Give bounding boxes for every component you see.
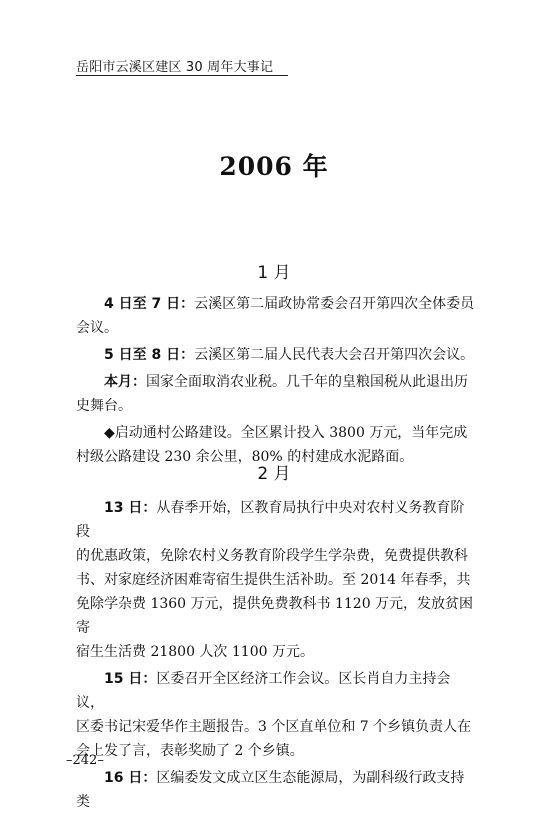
entry-feb-13 [76, 496, 476, 544]
entry-text: 村级公路建设 230 余公里，80% 的村建成水泥路面。 [76, 449, 414, 465]
entry-date: 15 日： [104, 671, 157, 687]
entry-continuation [76, 544, 476, 568]
entry-date: 5 日至 8 日： [104, 347, 195, 363]
entry-text: 云溪区第二届政协常委会召开第四次全体委员 [194, 296, 475, 312]
entry-text: 的优惠政策，免除农村义务教育阶段学生学杂费，免费提供教科 [76, 548, 468, 564]
entry-date: 13 日： [104, 500, 157, 516]
entry-jan-4-7 [76, 292, 476, 316]
header-rule [76, 75, 288, 76]
entry-text: 云溪区第二届人民代表大会召开第四次会议。 [194, 347, 475, 363]
entry-feb-15 [76, 667, 476, 715]
entry-text: 免除学杂费 1360 万元，提供免费教科书 1120 万元，发放贫困寄 [76, 596, 474, 636]
entry-text: ◆启动通村公路建设。全区累计投入 3800 万元，当年完成 [104, 425, 468, 441]
entry-jan-5-8 [76, 343, 476, 367]
entry-jan-roads [76, 421, 476, 445]
entry-date: 本月： [104, 374, 146, 390]
entry-text: 区委召开全区经济工作会议。区长肖自力主持会议， [76, 671, 451, 711]
year-title: 2006 年 [219, 152, 329, 181]
running-head: 岳阳市云溪区建区 30 周年大事记 [76, 60, 274, 75]
entry-continuation [76, 715, 476, 739]
entry-feb-16 [76, 766, 476, 814]
entry-continuation [76, 592, 476, 640]
entry-text: 史舞台。 [76, 398, 132, 414]
month-heading-january: 1 月 [257, 263, 291, 283]
entry-text: 区编委发文成立区生态能源局，为副科级行政支持类 [76, 770, 465, 810]
entry-text: 从春季开始，区教育局执行中央对农村义务教育阶段 [76, 500, 465, 540]
entry-continuation [76, 640, 476, 664]
entry-date: 4 日至 7 日： [104, 296, 195, 312]
entry-text: 会上发了言，表彰奖励了 2 个乡镇。 [76, 743, 304, 759]
january-entries [76, 292, 476, 469]
entry-continuation [76, 394, 476, 418]
entry-text: 会议。 [76, 320, 118, 336]
entry-jan-month [76, 370, 476, 394]
page-number: –242– [66, 753, 104, 768]
entry-text: 区委书记宋爱华作主题报告。3 个区直单位和 7 个乡镇负责人在 [76, 719, 472, 735]
entry-text: 书、对家庭经济困难寄宿生提供生活补助。至 2014 年春季，共 [76, 572, 471, 588]
entry-text: 宿生生活费 21800 人次 1100 万元。 [76, 644, 314, 660]
entry-continuation [76, 739, 476, 763]
entry-text: 国家全面取消农业税。几千年的皇粮国税从此退出历 [146, 374, 468, 390]
february-entries [76, 496, 476, 814]
entry-continuation [76, 316, 476, 340]
entry-date: 16 日： [104, 770, 157, 786]
entry-continuation [76, 568, 476, 592]
month-heading-february: 2 月 [257, 464, 291, 484]
